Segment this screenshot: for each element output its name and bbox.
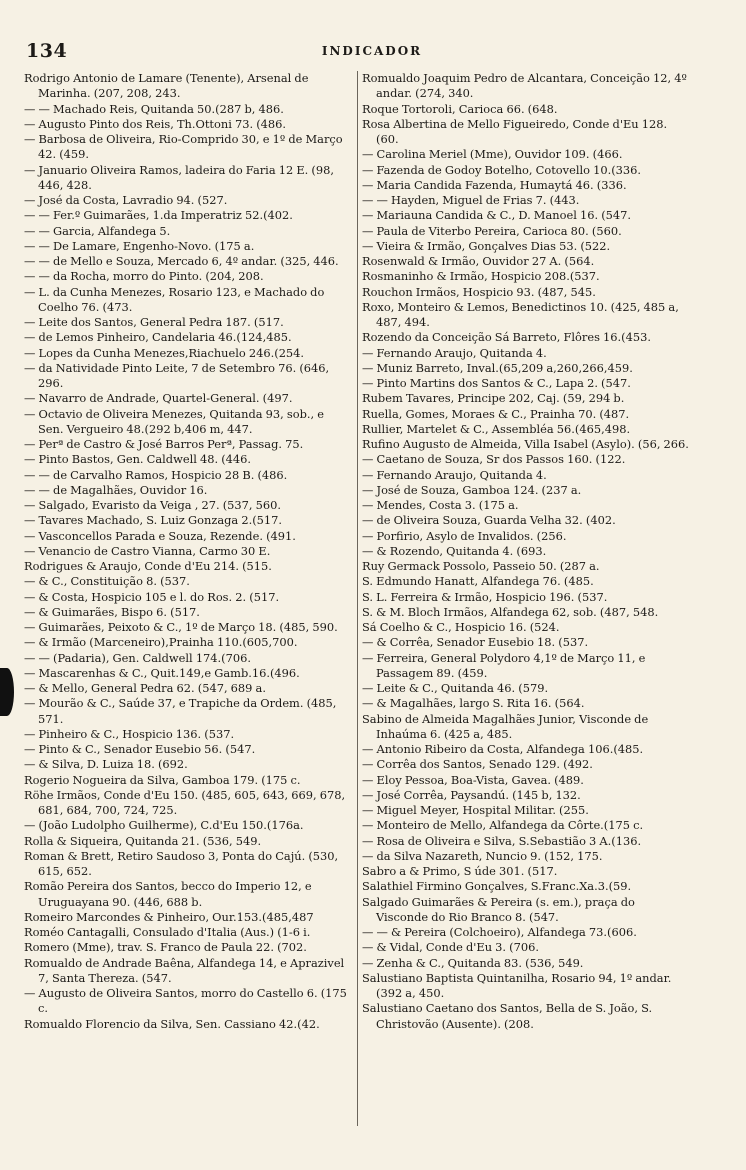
- directory-entry: — — de Mello e Souza, Mercado 6, 4º andar. (325, 446.: [24, 254, 339, 268]
- directory-entry: — Augusto de Oliveira Santos, morro do Castello 6. (175 c.: [24, 986, 347, 1016]
- directory-entry: — & Mello, General Pedra 62. (547, 689 a.: [24, 681, 266, 695]
- directory-entry: — Eloy Pessoa, Boa-Vista, Gavea. (489.: [362, 772, 584, 787]
- directory-entry: — — Machado Reis, Quitanda 50.(287 b, 486.: [24, 101, 284, 116]
- directory-entry: — de Lemos Pinheiro, Candelaria 46.(124,485.: [24, 330, 292, 345]
- directory-entry: — Augusto Pinto dos Reis, Th.Ottoni 73. (486.: [24, 116, 287, 131]
- directory-entry: — José Corrêa, Paysandú. (145 b, 132.: [362, 787, 581, 802]
- directory-entry: — Carolina Meriel (Mme), Ouvidor 109. (466.: [362, 147, 623, 162]
- directory-entry: — Zenha & C., Quitanda 83. (536, 549.: [362, 955, 584, 970]
- directory-entry: — — da Rocha, morro do Pinto. (204, 208.: [24, 269, 264, 284]
- directory-entry: — Fazenda de Godoy Botelho, Cotovello 10.(336.: [362, 162, 642, 177]
- directory-entry: — Miguel Meyer, Hospital Militar. (255.: [362, 803, 589, 817]
- directory-columns: [24, 71, 724, 1131]
- directory-entry: — Pinto Martins dos Santos & C., Lapa 2. (547.: [362, 376, 631, 390]
- directory-entry: — & Irmão (Marceneiro),Prainha 110.(605,700.: [24, 635, 298, 650]
- directory-entry: Rouchon Irmãos, Hospicio 93. (487, 545.: [362, 284, 596, 299]
- directory-entry: S. L. Ferreira & Irmão, Hospicio 196. (537.: [362, 589, 608, 604]
- directory-entry: — — Fer.º Guimarães, 1.da Imperatriz 52.(402.: [24, 208, 293, 223]
- directory-entry: Rodrigues & Araujo, Conde d'Eu 214. (515.: [24, 559, 272, 573]
- directory-entry: Ruella, Gomes, Moraes & C., Prainha 70. (487.: [362, 406, 630, 421]
- left-column: [24, 71, 352, 1131]
- directory-entry: Romualdo Joaquim Pedro de Alcantara, Conceição 12, 4º andar. (274, 340.: [362, 71, 687, 101]
- directory-entry: — Maria Candida Fazenda, Humaytá 46. (336.: [362, 177, 627, 192]
- directory-entry: Romero (Mme), trav. S. Franco de Paula 22. (702.: [24, 940, 307, 955]
- running-title: INDICADOR: [321, 44, 423, 58]
- directory-entry: S. Edmundo Hanatt, Alfandega 76. (485.: [362, 574, 594, 589]
- directory-entry: — da Natividade Pinto Leite, 7 de Setembro 76. (646, 296.: [24, 360, 330, 390]
- directory-entry: — Mariauna Candida & C., D. Manoel 16. (547.: [362, 208, 632, 223]
- directory-entry: — — Garcia, Alfandega 5.: [24, 223, 171, 238]
- directory-entry: Rosa Albertina de Mello Figueiredo, Conde d'Eu 128. (60.: [362, 116, 668, 146]
- directory-entry: Rodrigo Antonio de Lamare (Tenente), Arsenal de Marinha. (207, 208, 243.: [24, 71, 309, 101]
- directory-entry: — Rosa de Oliveira e Silva, S.Sebastião 3 A.(136.: [362, 833, 642, 848]
- directory-entry: — — & Pereira (Colchoeiro), Alfandega 73.(606.: [362, 925, 637, 939]
- directory-entry: — Fernando Araujo, Quitanda 4.: [362, 345, 547, 360]
- directory-entry: Rullier, Martelet & C., Assembléa 56.(465,498.: [362, 421, 631, 436]
- directory-entry: — Mascarenhas & C., Quit.149,e Gamb.16.(496.: [24, 665, 300, 680]
- directory-entry: Salgado Guimarães & Pereira (s. em.), praça do Visconde do Rio Branco 8. (547.: [362, 894, 635, 924]
- directory-entry: — José de Souza, Gamboa 124. (237 a.: [362, 482, 582, 497]
- directory-entry: — de Oliveira Souza, Guarda Velha 32. (402.: [362, 513, 616, 528]
- directory-entry: — Corrêa dos Santos, Senado 129. (492.: [362, 757, 593, 772]
- directory-entry: — Januario Oliveira Ramos, ladeira do Faria 12 E. (98, 446, 428.: [24, 162, 334, 192]
- directory-entry: — Mendes, Costa 3. (175 a.: [362, 498, 519, 512]
- directory-entry: — Navarro de Andrade, Quartel-General. (497.: [24, 391, 293, 406]
- directory-entry: Salustiano Baptista Quintanilha, Rosario 94, 1º andar. (392 a, 450.: [362, 970, 672, 1000]
- directory-entry: Röhe Irmãos, Conde d'Eu 150. (485, 605, 643, 669, 678, 681, 684, 700, 724, 725.: [24, 787, 346, 817]
- directory-entry: Sá Coelho & C., Hospicio 16. (524.: [362, 620, 560, 634]
- directory-entry: — Pinheiro & C., Hospicio 136. (537.: [24, 726, 235, 741]
- binding-stain: [0, 668, 14, 716]
- directory-entry: — Lopes da Cunha Menezes,Riachuelo 246.(254.: [24, 345, 305, 360]
- directory-entry: — Tavares Machado, S. Luiz Gonzaga 2.(517.: [24, 513, 283, 528]
- directory-entry: — & Costa, Hospicio 105 e l. do Ros. 2. (517.: [24, 589, 280, 604]
- directory-entry: — — Hayden, Miguel de Frias 7. (443.: [362, 193, 580, 207]
- directory-entry: Romualdo de Andrade Baêna, Alfandega 14, e Aprazivel 7, Santa Thereza. (547.: [24, 955, 345, 985]
- directory-entry: — Pinto Bastos, Gen. Caldwell 48. (446.: [24, 452, 252, 467]
- directory-entry: — Barbosa de Oliveira, Rio-Comprido 30, e 1º de Março 42. (459.: [24, 132, 343, 162]
- directory-entry: — & Guimarães, Bispo 6. (517.: [24, 604, 200, 619]
- directory-entry: — Salgado, Evaristo da Veiga , 27. (537, 560.: [24, 498, 281, 512]
- directory-entry: Romão Pereira dos Santos, becco do Imperio 12, e Uruguayana 90. (446, 688 b.: [24, 879, 312, 909]
- directory-entry: Rosenwald & Irmão, Ouvidor 27 A. (564.: [362, 254, 595, 268]
- directory-entry: — Fernando Araujo, Quitanda 4.: [362, 467, 547, 482]
- directory-entry: — da Silva Nazareth, Nuncio 9. (152, 175.: [362, 848, 603, 863]
- directory-entry: — & Vidal, Conde d'Eu 3. (706.: [362, 940, 539, 955]
- directory-entry: — & C., Constituição 8. (537.: [24, 574, 190, 589]
- directory-entry: Rogerio Nogueira da Silva, Gamboa 179. (175 c.: [24, 772, 301, 787]
- directory-entry: — Leite dos Santos, General Pedra 187. (517.: [24, 315, 284, 329]
- directory-entry: — — de Magalhães, Ouvidor 16.: [24, 482, 208, 497]
- directory-entry: — Mourão & C., Saúde 37, e Trapiche da Ordem. (485, 571.: [24, 696, 337, 726]
- directory-entry: Rubem Tavares, Principe 202, Caj. (59, 294 b.: [362, 391, 625, 406]
- directory-entry: Salathiel Firmino Gonçalves, S.Franc.Xa.3.(59.: [362, 879, 632, 894]
- column-divider: [357, 71, 358, 1126]
- directory-entry: — Muniz Barreto, Inval.(65,209 a,260,266,459.: [362, 360, 633, 375]
- directory-entry: Sabino de Almeida Magalhães Junior, Visconde de Inhaúma 6. (425 a, 485.: [362, 711, 649, 741]
- page-header: [26, 40, 718, 62]
- directory-entry: — Perª de Castro & José Barros Perª, Passag. 75.: [24, 437, 304, 451]
- directory-entry: Ruy Germack Possolo, Passeio 50. (287 a.: [362, 559, 600, 573]
- directory-entry: — Antonio Ribeiro da Costa, Alfandega 106.(485.: [362, 742, 644, 756]
- directory-entry: — Ferreira, General Polydoro 4,1º de Março 11, e Passagem 89. (459.: [362, 650, 646, 680]
- directory-entry: — (João Ludolpho Guilherme), C.d'Eu 150.(176a.: [24, 818, 304, 833]
- directory-entry: — José da Costa, Lavradio 94. (527.: [24, 193, 228, 207]
- directory-entry: — Monteiro de Mello, Alfandega da Côrte.(175 c.: [362, 818, 644, 833]
- directory-entry: Salustiano Caetano dos Santos, Bella de S. João, S. Christovão (Ausente). (208.: [362, 1001, 653, 1031]
- directory-entry: — Caetano de Souza, Sr dos Passos 160. (122.: [362, 452, 626, 467]
- right-column: [362, 71, 690, 1131]
- directory-entry: — Paula de Viterbo Pereira, Carioca 80. (560.: [362, 223, 622, 238]
- directory-entry: Romeiro Marcondes & Pinheiro, Our.153.(485,487: [24, 909, 314, 924]
- directory-entry: Roméo Cantagalli, Consulado d'Italia (Aus.) (1-6 i.: [24, 925, 311, 939]
- directory-entry: Rufino Augusto de Almeida, Villa Isabel (Asylo). (56, 266.: [362, 437, 689, 451]
- directory-entry: — & Corrêa, Senador Eusebio 18. (537.: [362, 635, 589, 650]
- directory-entry: — Leite & C., Quitanda 46. (579.: [362, 681, 549, 695]
- directory-entry: S. & M. Bloch Irmãos, Alfandega 62, sob. (487, 548.: [362, 604, 659, 619]
- page-number: 134: [26, 40, 68, 62]
- directory-entry: — Vasconcellos Parada e Souza, Rezende. (491.: [24, 528, 296, 543]
- directory-entry: — Porfirio, Asylo de Invalidos. (256.: [362, 528, 567, 543]
- directory-entry: Romualdo Florencio da Silva, Sen. Cassiano 42.(42.: [24, 1016, 320, 1031]
- directory-entry: Rosmaninho & Irmão, Hospicio 208.(537.: [362, 269, 600, 284]
- directory-entry: — Octavio de Oliveira Menezes, Quitanda 93, sob., e Sen. Vergueiro 48.(292 b,406 m, 447.: [24, 406, 324, 436]
- directory-entry: Rozendo da Conceição Sá Barreto, Flôres 16.(453.: [362, 330, 651, 345]
- directory-entry: — L. da Cunha Menezes, Rosario 123, e Machado do Coelho 76. (473.: [24, 284, 325, 314]
- directory-entry: — Venancio de Castro Vianna, Carmo 30 E.: [24, 543, 271, 558]
- directory-entry: — & Magalhães, largo S. Rita 16. (564.: [362, 696, 585, 711]
- directory-entry: — & Rozendo, Quitanda 4. (693.: [362, 543, 547, 558]
- directory-entry: — & Silva, D. Luiza 18. (692.: [24, 757, 188, 772]
- directory-entry: — — (Padaria), Gen. Caldwell 174.(706.: [24, 650, 251, 665]
- directory-entry: — — de Carvalho Ramos, Hospicio 28 B. (486.: [24, 467, 288, 482]
- directory-entry: Roque Tortoroli, Carioca 66. (648.: [362, 101, 558, 116]
- directory-entry: Roman & Brett, Retiro Saudoso 3, Ponta do Cajú. (530, 615, 652.: [24, 848, 339, 878]
- directory-entry: — Vieira & Irmão, Gonçalves Dias 53. (522.: [362, 238, 611, 253]
- directory-entry: — Pinto & C., Senador Eusebio 56. (547.: [24, 742, 256, 756]
- directory-entry: Sabro a & Primo, S úde 301. (517.: [362, 864, 558, 878]
- directory-entry: — Guimarães, Peixoto & C., 1º de Março 18. (485, 590.: [24, 620, 338, 634]
- directory-entry: Roxo, Monteiro & Lemos, Benedictinos 10. (425, 485 a, 487, 494.: [362, 299, 679, 329]
- directory-entry: — — De Lamare, Engenho-Novo. (175 a.: [24, 238, 255, 253]
- directory-entry: Rolla & Siqueira, Quitanda 21. (536, 549.: [24, 833, 262, 848]
